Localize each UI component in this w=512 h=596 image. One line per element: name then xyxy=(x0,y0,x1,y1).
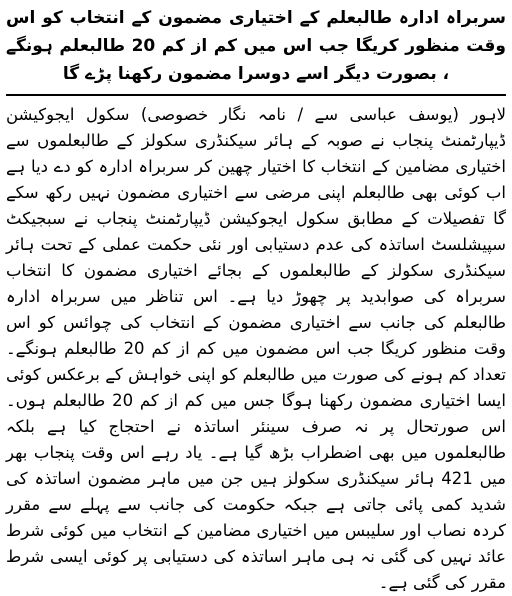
article-body: لاہور (یوسف عباسی سے / نامہ نگار خصوصی) سکول ایجوکیشن ڈیپارٹمنٹ پنجاب نے صوبہ کے ہائر سیکنڈری سکولز کے طالبعلموں سے اختیاری مضامین کے انتخاب کا اختیار چھین کر سربراہ ادارہ کو دے دیا ہے اب کوئی بھی طالبعلم اپنی مرضی سے اختیاری مضمون نہیں رکھ سکے گا تفصیلات کے مطابق سکول ایجوکیشن ڈیپارٹمنٹ پنجاب نے سبجیکٹ سپیشلسٹ اساتذہ کی عدم دستیابی اور نئی حکمت عملی کے تحت ہائر سیکنڈری سکولز کے طالبعلموں کے بجائے اختیاری مضمون کا انتخاب سربراہ کی صوابدید پر چھوڑ دیا ہے۔ اس تناظر میں سربراہ ادارہ طالبعلم کی جانب سے اختیاری مضمون کے انتخاب کی چوائس کو اس وقت منظور کریگا جب اس مضمون میں کم از کم 20 طالبعلم ہونگے۔ تعداد کم ہونے کی صورت میں طالبعلم کو اپنی خواہش کے برعکس کوئی ایسا اختیاری مضمون رکھنا ہوگا جس میں کم از کم 20 طالبعلم ہوں۔ اس صورتحال پر نہ صرف سینئر اساتذہ نے احتجاج کیا ہے بلکہ طالبعلموں میں بھی اضطراب بڑھ گیا ہے۔ یاد رہے اس وقت پنجاب بھر میں 421 ہائر سیکنڈری سکولز ہیں جن میں ماہر مضمون اساتذہ کی شدید کمی پائی جاتی ہے جبکہ حکومت کی جانب سے پہلے سے مقرر کردہ نصاب اور سلیبس میں اختیاری مضامین کے انتخاب میں کوئی شرط عائد نہیں کی گئی نہ ہی ماہر اساتذہ کی دستیابی پر کوئی ایسی شرط مقرر کی گئی ہے۔ xyxy=(6,105,506,592)
headline-divider xyxy=(6,94,506,96)
article-headline: سربراہ ادارہ طالبعلم کے اختیاری مضمون کے انتخاب کو اس وقت منظور کریگا جب اس میں کم از کم 20 طالبعلم ہونگے ، بصورت دیگر اسے دوسرا مضمون رکھنا پڑے گا xyxy=(6,8,506,84)
